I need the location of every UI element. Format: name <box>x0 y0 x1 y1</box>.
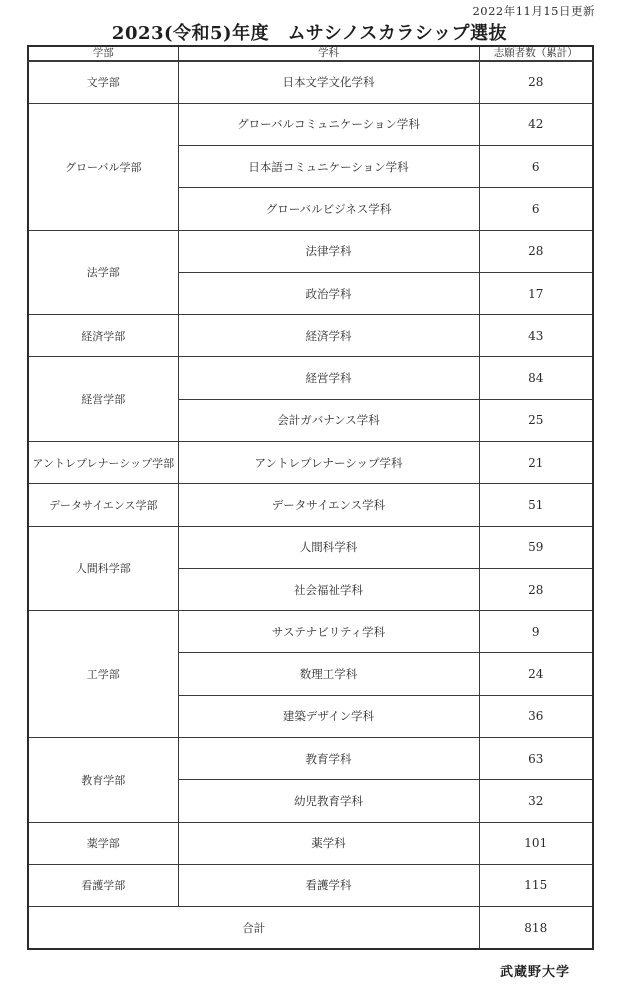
faculty-cell: 経済学部 <box>28 315 178 357</box>
faculty-cell: 看護学部 <box>28 864 178 906</box>
applicants-cell: 63 <box>479 738 593 780</box>
department-cell: 社会福祉学科 <box>178 568 479 610</box>
department-cell: 日本文学文化学科 <box>178 61 479 103</box>
applicants-cell: 25 <box>479 399 593 441</box>
col-header-faculty: 学部 <box>28 46 178 61</box>
update-date: 2022年11月15日更新 <box>472 4 595 18</box>
applicants-cell: 43 <box>479 315 593 357</box>
table-row <box>28 611 593 653</box>
total-row <box>28 907 593 949</box>
table-row <box>28 526 593 568</box>
department-cell: 教育学科 <box>178 738 479 780</box>
department-cell: 数理工学科 <box>178 653 479 695</box>
faculty-cell: 法学部 <box>28 230 178 315</box>
department-cell: サステナビリティ学科 <box>178 611 479 653</box>
header-row <box>28 46 593 61</box>
table-row <box>28 484 593 526</box>
department-cell: 政治学科 <box>178 272 479 314</box>
table-row <box>28 230 593 272</box>
applicants-cell: 21 <box>479 442 593 484</box>
department-cell: データサイエンス学科 <box>178 484 479 526</box>
total-label-cell: 合計 <box>28 907 479 949</box>
department-cell: グローバルコミュニケーション学科 <box>178 103 479 145</box>
applicants-table <box>27 45 594 950</box>
table-row <box>28 315 593 357</box>
department-cell: 経済学科 <box>178 315 479 357</box>
faculty-cell: グローバル学部 <box>28 103 178 230</box>
faculty-cell: アントレプレナーシップ学部 <box>28 442 178 484</box>
faculty-cell: 経営学部 <box>28 357 178 442</box>
department-cell: 人間科学科 <box>178 526 479 568</box>
table-row <box>28 822 593 864</box>
applicants-cell: 24 <box>479 653 593 695</box>
faculty-cell: 教育学部 <box>28 738 178 823</box>
applicants-cell: 17 <box>479 272 593 314</box>
applicants-cell: 28 <box>479 230 593 272</box>
department-cell: アントレプレナーシップ学科 <box>178 442 479 484</box>
applicants-cell: 115 <box>479 864 593 906</box>
table-row <box>28 738 593 780</box>
applicants-cell: 28 <box>479 61 593 103</box>
applicants-cell: 84 <box>479 357 593 399</box>
applicants-cell: 28 <box>479 568 593 610</box>
table-row <box>28 103 593 145</box>
faculty-cell: 工学部 <box>28 611 178 738</box>
applicants-cell: 59 <box>479 526 593 568</box>
table-row <box>28 442 593 484</box>
department-cell: グローバルビジネス学科 <box>178 188 479 230</box>
total-value-cell: 818 <box>479 907 593 949</box>
faculty-cell: 文学部 <box>28 61 178 103</box>
table-header <box>28 46 593 61</box>
applicants-cell: 101 <box>479 822 593 864</box>
page-title: 2023(令和5)年度 ムサシノスカラシップ選抜 <box>111 23 508 44</box>
department-cell: 薬学科 <box>178 822 479 864</box>
department-cell: 法律学科 <box>178 230 479 272</box>
applicants-cell: 36 <box>479 695 593 737</box>
table-row <box>28 864 593 906</box>
applicants-cell: 6 <box>479 146 593 188</box>
col-header-department: 学科 <box>178 46 479 61</box>
col-header-applicants: 志願者数（累計） <box>479 46 593 61</box>
department-cell: 幼児教育学科 <box>178 780 479 822</box>
table-row <box>28 357 593 399</box>
faculty-cell: 人間科学部 <box>28 526 178 611</box>
faculty-cell: 薬学部 <box>28 822 178 864</box>
department-cell: 建築デザイン学科 <box>178 695 479 737</box>
applicants-cell: 32 <box>479 780 593 822</box>
applicants-cell: 42 <box>479 103 593 145</box>
department-cell: 会計ガバナンス学科 <box>178 399 479 441</box>
faculty-cell: データサイエンス学部 <box>28 484 178 526</box>
table-row <box>28 61 593 103</box>
applicants-cell: 6 <box>479 188 593 230</box>
table-body <box>28 61 593 949</box>
applicants-cell: 9 <box>479 611 593 653</box>
university-name: 武蔵野大学 <box>499 965 570 980</box>
department-cell: 看護学科 <box>178 864 479 906</box>
department-cell: 日本語コミュニケーション学科 <box>178 146 479 188</box>
applicants-cell: 51 <box>479 484 593 526</box>
department-cell: 経営学科 <box>178 357 479 399</box>
